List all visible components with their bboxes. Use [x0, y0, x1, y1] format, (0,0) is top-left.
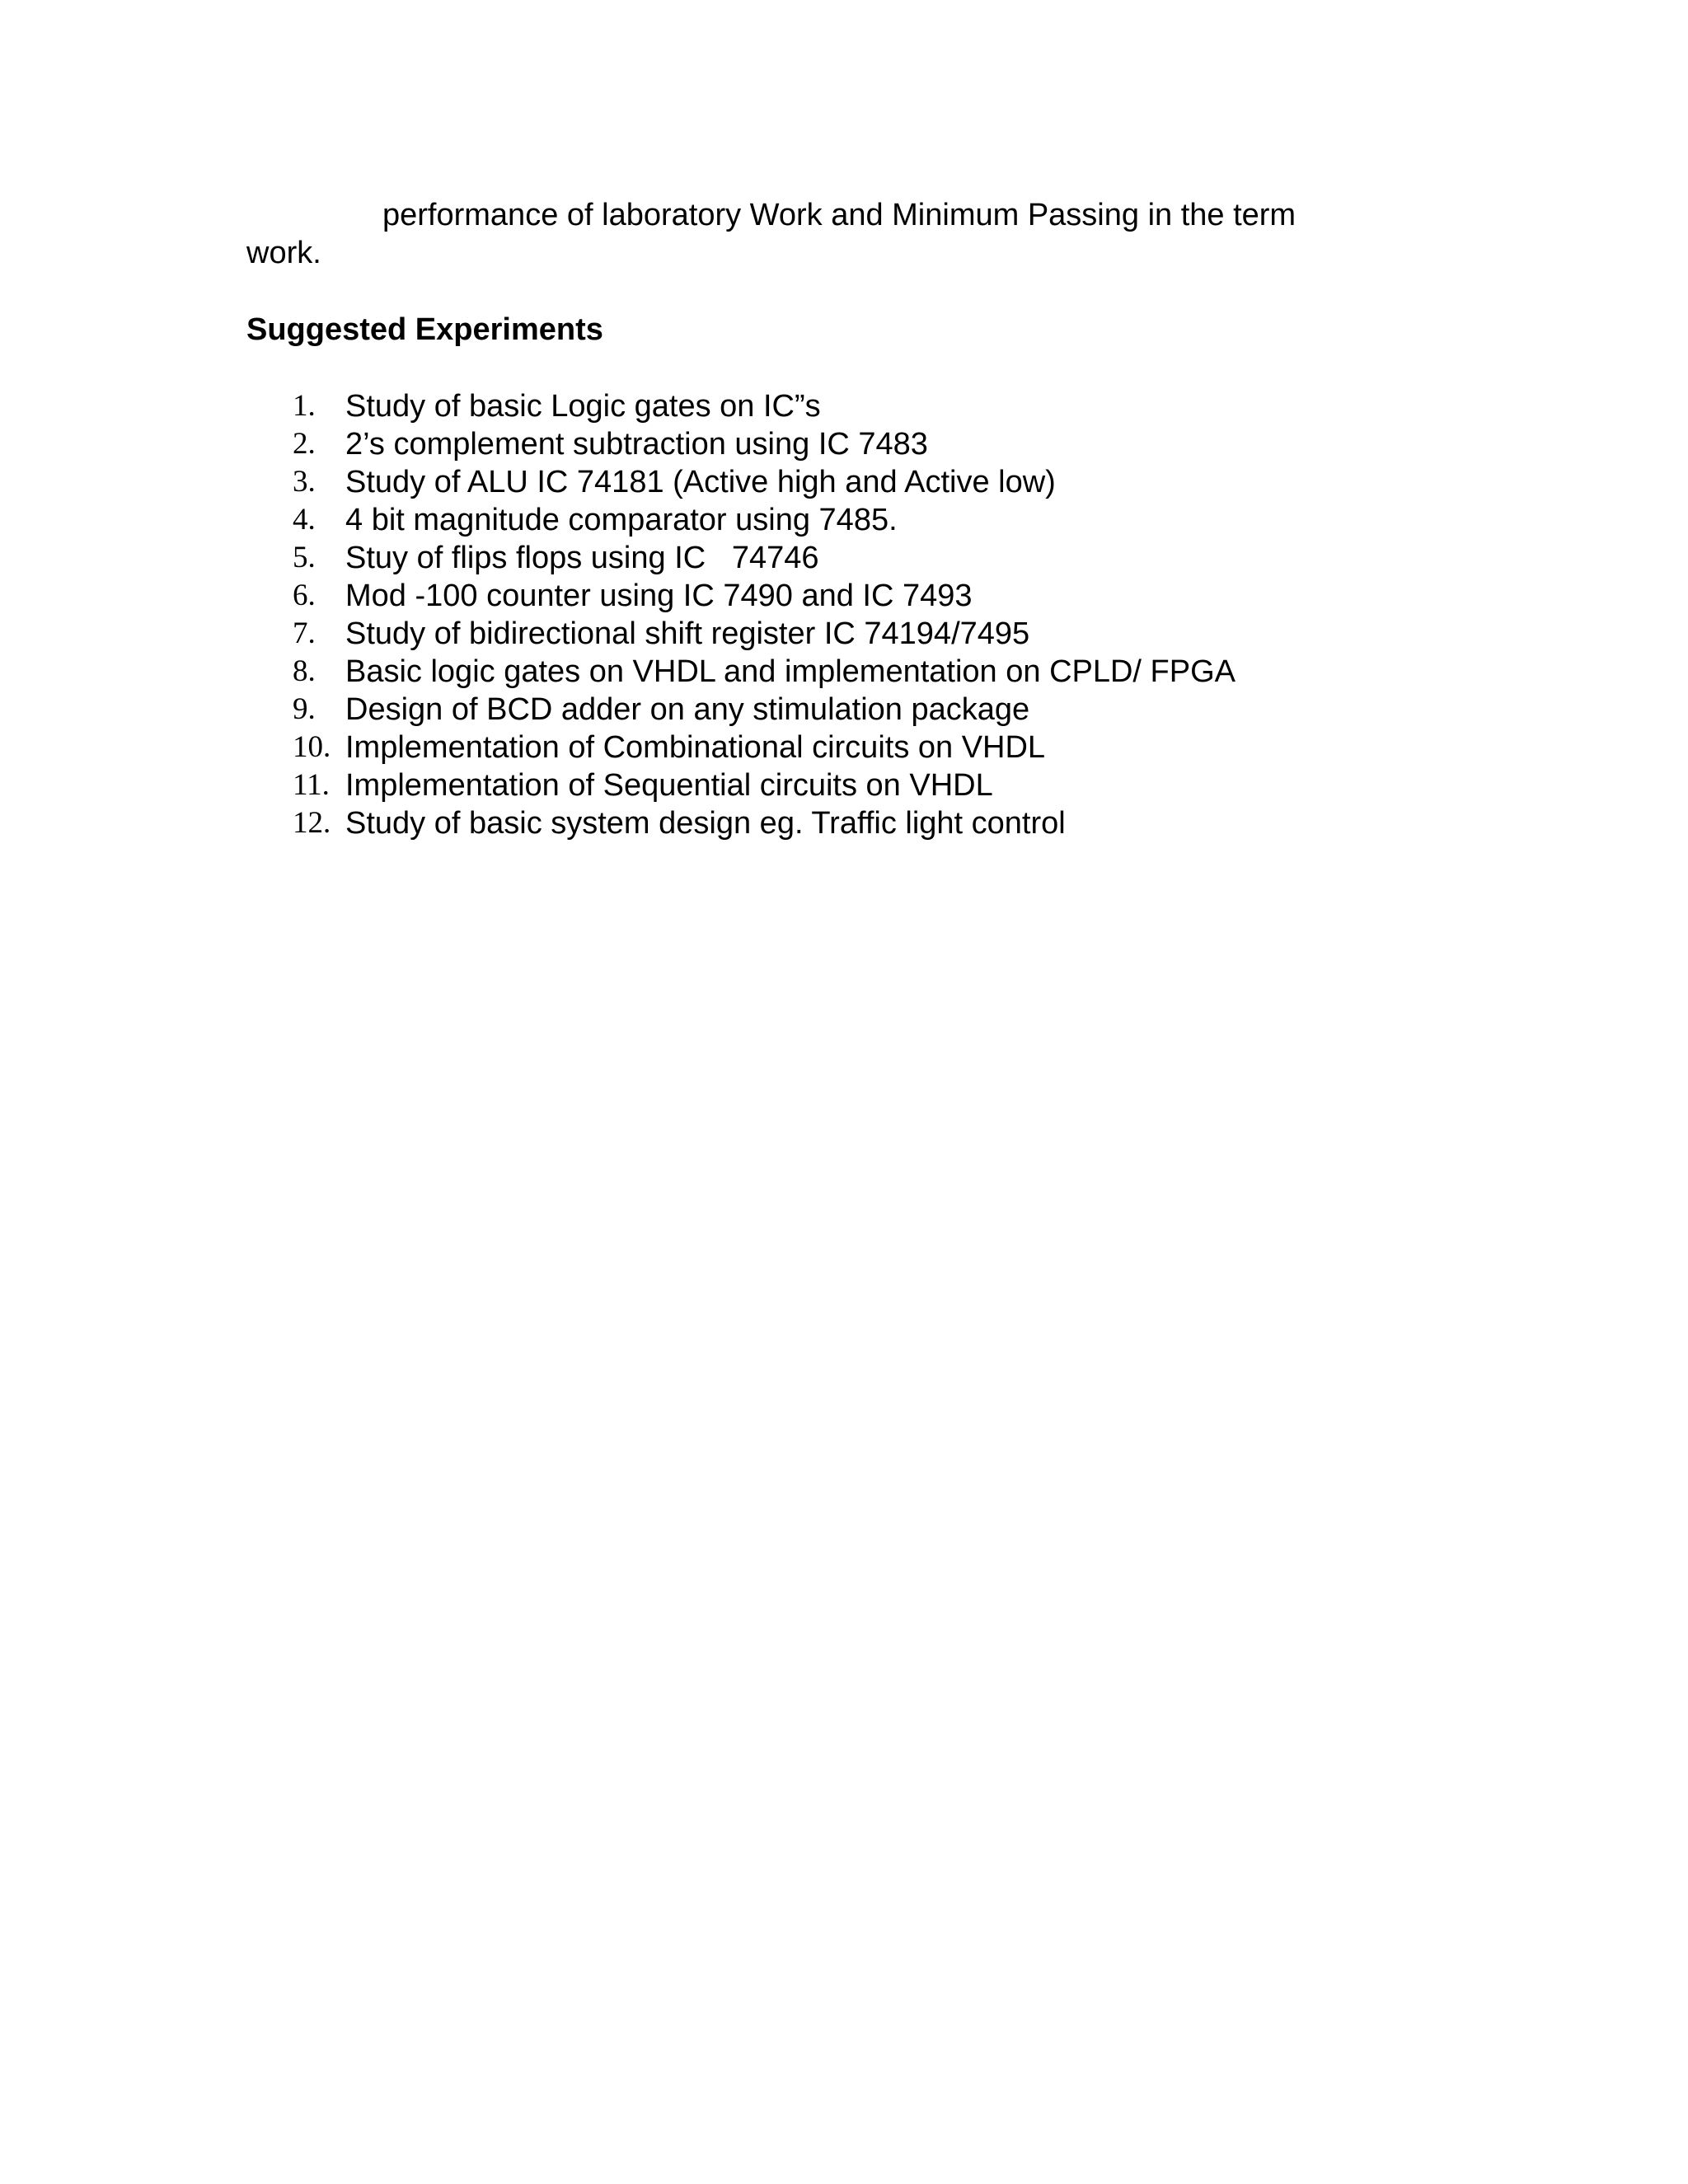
list-number: 6. [293, 579, 316, 612]
intro-line-2: work. [246, 236, 321, 270]
list-text: Basic logic gates on VHDL and implementation on CPLD/ FPGA [345, 654, 1236, 689]
list-number: 9. [293, 692, 316, 726]
list-text: 4 bit magnitude comparator using 7485. [345, 503, 898, 537]
list-text: Implementation of Combinational circuits on VHDL [345, 730, 1046, 765]
list-text: Study of basic Logic gates on IC”s [345, 389, 821, 424]
list-text: Study of basic system design eg. Traffic light control [345, 806, 1066, 841]
list-text: Implementation of Sequential circuits on VHDL [345, 768, 993, 803]
list-number: 2. [293, 427, 316, 461]
list-text: Study of ALU IC 74181 (Active high and Active low) [345, 465, 1056, 499]
list-text: Mod -100 counter using IC 7490 and IC 7493 [345, 579, 973, 613]
section-heading: Suggested Experiments [246, 312, 603, 347]
list-number: 3. [293, 465, 316, 499]
list-text: Study of bidirectional shift register IC 74194/7495 [345, 616, 1030, 651]
list-number: 7. [293, 616, 316, 650]
list-number: 10. [293, 730, 331, 764]
list-text: Stuy of flips flops using IC 74746 [345, 541, 819, 575]
list-number: 4. [293, 503, 316, 537]
list-number: 11. [293, 768, 330, 802]
list-number: 12. [293, 806, 331, 840]
list-number: 8. [293, 654, 316, 688]
list-number: 1. [293, 389, 316, 423]
list-text: 2’s complement subtraction using IC 7483 [345, 427, 928, 462]
intro-line-1: performance of laboratory Work and Minimum Passing in the term [382, 198, 1296, 232]
list-number: 5. [293, 541, 316, 574]
list-text: Design of BCD adder on any stimulation package [345, 692, 1030, 727]
